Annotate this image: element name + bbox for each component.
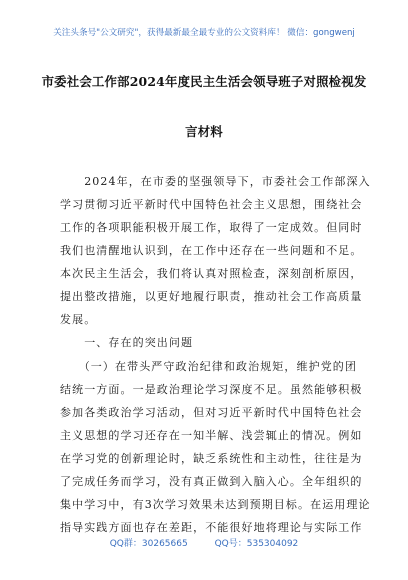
header-note: 关注头条号"公文研究"，获得最新最全最专业的公文资料库！ 微信：gongwenj [53,28,355,38]
text-line: 集中学习中，有3次学习效果未达到预期目标。在运用理论 [60,498,371,511]
document-title-line-1: 市委社会工作部2024年度民主生活会领导班子对照检视发 [41,74,367,89]
body-paragraph [60,355,371,539]
text-line: 参加各类政治学习活动，但对习近平新时代中国特色社会 [60,406,363,419]
text-line: 学习贯彻习近平新时代中国特色社会主义思想，围绕社会 [60,198,363,211]
document-title-line-2: 言材料 [185,124,223,139]
text-line: 我们也清醒地认识到，在工作中还存在一些问题和不足。 [60,244,363,257]
intro-paragraph [60,170,371,331]
section-heading-text: 一、存在的突出问题 [60,336,194,349]
text-line: 本次民主生活会，我们将认真对照检查，深刻剖析原因， [60,267,363,280]
text-line: 主义思想的学习还存在一知半解、浅尝辄止的情况。例如 [60,429,363,442]
qq-group-number: QQ群：30265665 [109,539,188,549]
footer-contact [0,536,408,549]
qq-number: QQ号：535304092 [214,539,299,549]
text-line: 发展。 [60,313,97,326]
text-line: （一）在带头严守政治纪律和政治规矩，维护党的团 [60,360,357,373]
section-heading [60,331,360,354]
text-line: 了完成任务而学习，没有真正做到入脑入心。全年组织的 [60,475,363,488]
text-line: 工作的各项职能积极开展工作，取得了一定成效。但同时 [60,221,363,234]
text-line: 指导实践方面也存在差距，不能很好地将理论与实际工作 [60,521,363,534]
text-line: 在学习党的创新理论时，缺乏系统性和主动性，往往是为 [60,452,363,465]
text-line: 结统一方面。一是政治理论学习深度不足。虽然能够积极 [60,383,363,396]
text-line: 2024年，在市委的坚强领导下，市委社会工作部深入 [60,175,371,188]
text-line: 提出整改措施，以更好地履行职责，推动社会工作高质量 [60,290,363,303]
